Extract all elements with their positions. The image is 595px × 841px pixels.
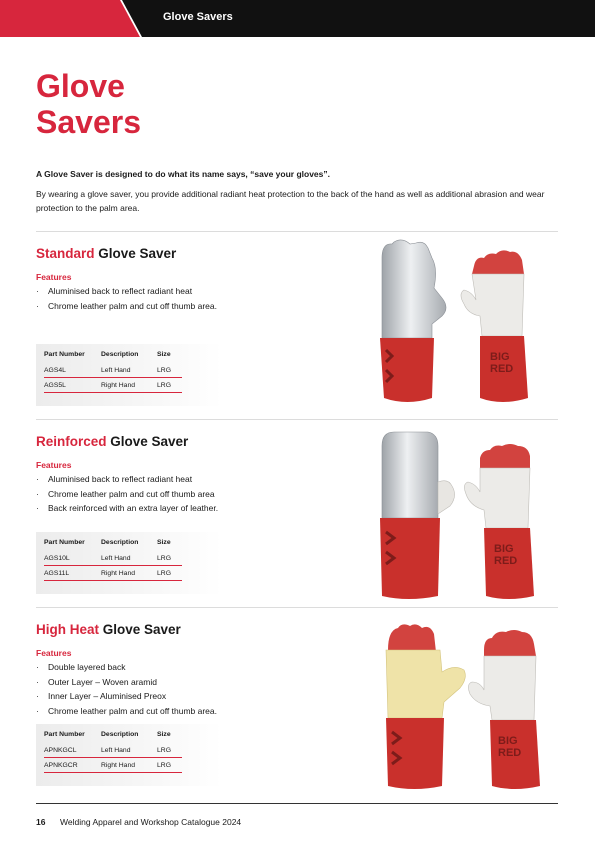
column-header-description: Description: [101, 350, 139, 358]
standard-glove-saver-image: [372, 238, 562, 406]
features-label: Features: [36, 460, 72, 470]
features-label: Features: [36, 272, 72, 282]
column-header-part: Part Number: [44, 350, 85, 358]
table-row: [44, 743, 182, 758]
section-title-high-heat: [36, 622, 181, 637]
size-cell: LRG: [157, 743, 182, 758]
part-number-table: [36, 532, 222, 594]
part-number-table: [36, 344, 222, 406]
description-cell: Left Hand: [101, 363, 157, 378]
section-title-reinforced: [36, 434, 188, 449]
section-divider: [36, 231, 558, 232]
section-title-rest: Glove Saver: [94, 246, 177, 261]
description-cell: Right Hand: [101, 378, 157, 393]
part-number-cell: APNKGCL: [44, 743, 101, 758]
part-number-cell: AGS4L: [44, 363, 101, 378]
page-title: [36, 68, 141, 140]
svg-text:BIG: BIG: [494, 543, 514, 555]
table-header-row: [44, 729, 182, 743]
section-title-rest: Glove Saver: [99, 622, 181, 637]
svg-text:RED: RED: [494, 555, 518, 567]
feature-item: · Double layered back: [36, 662, 126, 672]
svg-text:RED: RED: [498, 747, 522, 759]
part-number-cell: AGS10L: [44, 551, 101, 566]
feature-item: · Inner Layer – Aluminised Preox: [36, 691, 167, 701]
high-heat-glove-saver-image: [380, 622, 560, 794]
part-number-cell: AGS11L: [44, 566, 101, 581]
part-number-table: [36, 724, 222, 786]
feature-item: · Back reinforced with an extra layer of leather.: [36, 503, 219, 513]
table-header-row: [44, 349, 182, 363]
top-banner: [0, 0, 595, 37]
description-cell: Right Hand: [101, 758, 157, 773]
feature-item: · Chrome leather palm and cut off thumb area.: [36, 705, 217, 716]
feature-item: · Aluminised back to reflect radiant heat: [36, 286, 193, 296]
table-row: [44, 363, 182, 378]
svg-text:BIG: BIG: [490, 351, 510, 363]
part-number-cell: AGS5L: [44, 378, 101, 393]
features-list: [36, 472, 218, 516]
column-header-size: Size: [157, 730, 171, 738]
features-label: Features: [36, 648, 72, 658]
size-cell: LRG: [157, 363, 182, 378]
page-number: 16: [36, 817, 46, 827]
feature-item: · Aluminised back to reflect radiant heat: [36, 474, 193, 484]
header-section-label: Glove Savers: [163, 11, 233, 23]
size-cell: LRG: [157, 551, 182, 566]
description-cell: Right Hand: [101, 566, 157, 581]
footer-divider: [36, 803, 558, 804]
size-cell: LRG: [157, 758, 182, 773]
intro-headline: A Glove Saver is designed to do what its name says, “save your gloves”.: [36, 169, 330, 179]
section-divider: [36, 419, 558, 420]
svg-text:BIG: BIG: [498, 735, 518, 747]
feature-item: · Chrome leather palm and cut off thumb area.: [36, 300, 217, 311]
feature-item: · Chrome leather palm and cut off thumb area: [36, 488, 215, 499]
section-title-rest: Glove Saver: [106, 434, 189, 449]
section-title-accent: Standard: [36, 246, 95, 261]
reinforced-glove-saver-image: [372, 428, 562, 600]
page-title-line2: Savers: [36, 104, 141, 140]
column-header-description: Description: [101, 538, 139, 546]
table-row: [44, 758, 182, 773]
features-list: [36, 660, 217, 718]
column-header-part: Part Number: [44, 538, 85, 546]
description-cell: Left Hand: [101, 743, 157, 758]
feature-item: · Outer Layer – Woven aramid: [36, 676, 157, 687]
footer-catalogue-title: Welding Apparel and Workshop Catalogue 2024: [60, 817, 242, 827]
section-title-accent: Reinforced: [36, 434, 107, 449]
table-row: [44, 378, 182, 393]
part-number-cell: APNKGCR: [44, 758, 101, 773]
section-title-standard: [36, 246, 176, 261]
features-list: [36, 284, 217, 313]
column-header-size: Size: [157, 538, 171, 546]
table-row: [44, 566, 182, 581]
section-divider: [36, 607, 558, 608]
section-title-accent: High Heat: [36, 622, 100, 637]
intro-paragraph: By wearing a glove saver, you provide additional radiant heat protection to the back of the hand as well as additional abrasion and wear protection to the palm area.: [36, 189, 545, 213]
description-cell: Left Hand: [101, 551, 157, 566]
size-cell: LRG: [157, 378, 182, 393]
column-header-size: Size: [157, 350, 171, 358]
column-header-description: Description: [101, 730, 139, 738]
table-row: [44, 551, 182, 566]
table-header-row: [44, 537, 182, 551]
banner-shape: [0, 0, 595, 37]
size-cell: LRG: [157, 566, 182, 581]
svg-text:RED: RED: [490, 363, 514, 375]
column-header-part: Part Number: [44, 730, 85, 738]
page-title-line1: Glove: [36, 68, 125, 104]
